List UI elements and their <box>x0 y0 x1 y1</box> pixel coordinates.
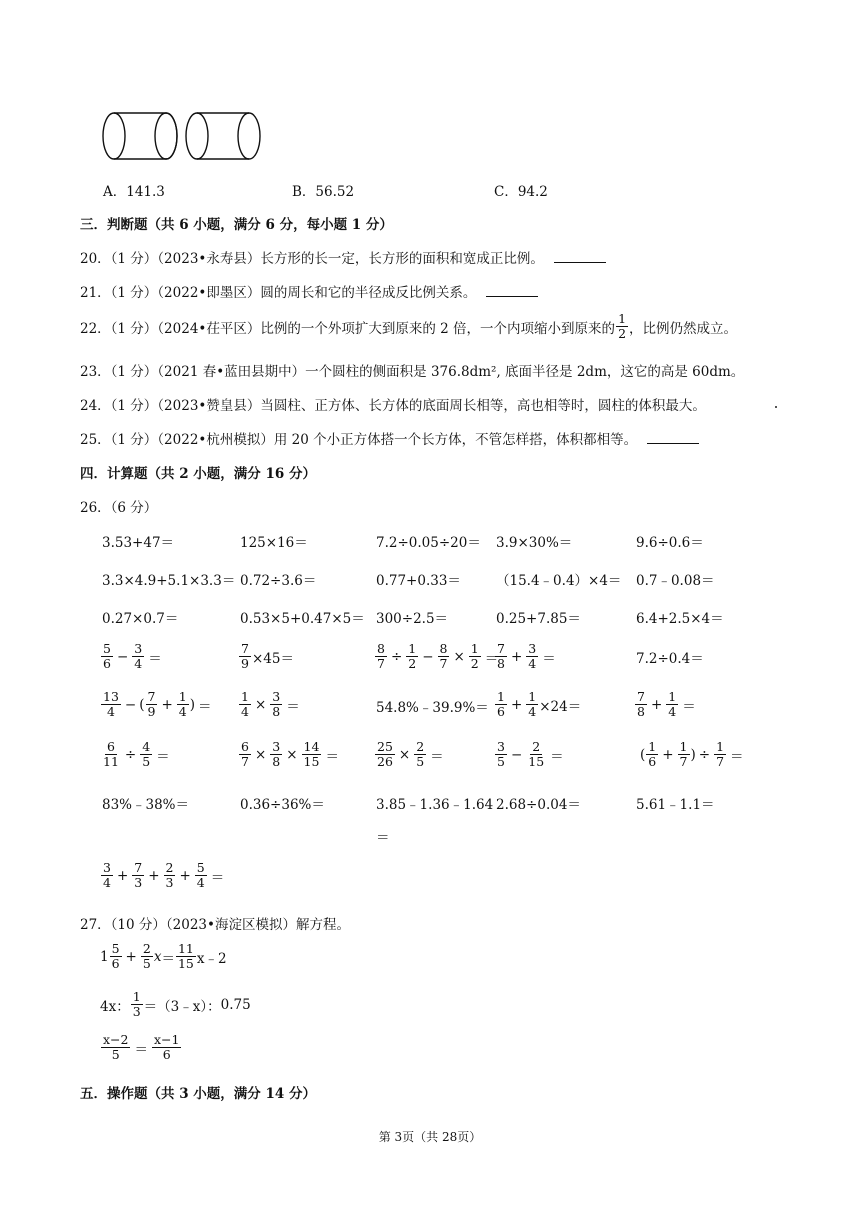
calc-item: 3.85﹣1.36﹣1.64 <box>376 797 494 813</box>
calc-item: 3.53+47＝ <box>102 535 175 551</box>
equation-3: $\frac{x-2}{5}$ ＝ $\frac{x-1}{6}$ <box>103 1032 180 1062</box>
calc-item: 0.72÷3.6＝ <box>240 573 317 589</box>
question-25: 25．（1 分）（2022•杭州模拟）用 20 个小正方体搭一个长方体，不管怎样搭，体积都相等。 <box>80 428 699 448</box>
page-footer: 第 3页（共 28页） <box>378 1130 482 1144</box>
calc-item: $\frac{1}{4}$ × $\frac{3}{8}$ ＝ <box>241 689 300 719</box>
calc-item: 0.53×5+0.47×5＝ <box>240 611 365 627</box>
calc-item: 3.3×4.9+5.1×3.3＝ <box>102 573 236 589</box>
answer-blank[interactable] <box>647 431 699 444</box>
question-24: 24．（1 分）（2023•赞皇县）当圆柱、正方体、长方体的底面周长相等，高也相等时，圆柱的体积最大。 <box>80 398 706 414</box>
calc-item: $\frac{6}{7}$ × $\frac{3}{8}$ × $\frac{14}{15}$ ＝ <box>241 739 339 769</box>
calc-item: 54.8%﹣39.9%＝ <box>376 700 489 716</box>
question-26: 26．（6 分） <box>80 500 158 516</box>
calc-item: （15.4﹣0.4）×4＝ <box>496 573 622 589</box>
question-21: 21．（1 分）（2022•即墨区）圆的周长和它的半径成反比例关系。 <box>80 281 538 301</box>
calc-item: 0.7﹣0.08＝ <box>636 573 715 589</box>
calc-item: $\frac{7}{9}$ ×45＝ <box>241 641 294 671</box>
calc-item: 2.68÷0.04＝ <box>496 797 581 813</box>
fraction: $\frac{1}{2}$ <box>618 311 627 341</box>
calc-item: $\frac{3}{4}$ + $\frac{7}{3}$ + $\frac{2}{3}$ + $\frac{5}{4}$ ＝ <box>103 860 225 890</box>
answer-blank[interactable] <box>486 284 538 297</box>
section3-title: 三．判断题（共 6 小题，满分 6 分，每小题 1 分） <box>80 217 393 233</box>
calc-item: 125×16＝ <box>240 535 308 551</box>
calc-item: $\frac{1}{6}$ + $\frac{1}{4}$ ×24＝ <box>497 689 582 719</box>
stray-dot <box>775 406 777 408</box>
question-27: 27．（10 分）（2023•海淀区模拟）解方程。 <box>80 917 350 933</box>
calc-item: 300÷2.5＝ <box>376 611 449 627</box>
calc-item: $\frac{25}{26}$ × $\frac{2}{5}$ ＝ <box>377 739 444 769</box>
calc-item: 3.9×30%＝ <box>496 535 573 551</box>
answer-blank[interactable] <box>554 250 606 263</box>
calc-item: $\frac{6}{11}$ ÷ $\frac{4}{5}$ ＝ <box>103 739 170 769</box>
calc-item: 83%﹣38%＝ <box>102 797 190 813</box>
calc-item: 6.4+2.5×4＝ <box>636 611 724 627</box>
calc-item: ( $\frac{1}{6}$ + $\frac{1}{7}$ ) ÷ $\frac{1}{7}$ ＝ <box>640 739 744 769</box>
calc-item: $\frac{7}{8}$ + $\frac{3}{4}$ ＝ <box>497 641 556 671</box>
equation-2: 4x： $\frac{1}{3}$ ＝（3﹣x）： 0.75 <box>100 989 251 1019</box>
option-a: A．141.3 <box>103 184 165 200</box>
calc-item: 0.25+7.85＝ <box>496 611 581 627</box>
section4-title: 四．计算题（共 2 小题，满分 16 分） <box>80 466 316 482</box>
calc-item: 9.6÷0.6＝ <box>636 535 704 551</box>
calc-item: 0.27×0.7＝ <box>102 611 179 627</box>
calc-item: 7.2÷0.05÷20＝ <box>376 535 481 551</box>
question-22: 22．（1 分）（2024•茌平区）比例的一个外项扩大到原来的 2 倍，一个内项缩小到原来的 $\frac{1}{2}$ ，比例仍然成立。 <box>80 311 738 341</box>
equation-1: 1 $\frac{5}{6}$ + $\frac{2}{5}$ x ＝ $\frac{11}{15}$ x﹣2 <box>100 941 227 971</box>
option-b: B．56.52 <box>292 184 355 200</box>
calc-item: $\frac{7}{8}$ + $\frac{1}{4}$ ＝ <box>637 689 696 719</box>
calc-item: 0.36÷36%＝ <box>240 797 325 813</box>
calc-item: $\frac{3}{5}$ − $\frac{2}{15}$ ＝ <box>497 739 564 769</box>
calc-item: 5.61﹣1.1＝ <box>636 797 715 813</box>
calc-item: 7.2÷0.4＝ <box>636 651 704 667</box>
cylinders-figure <box>100 110 268 162</box>
calc-item-equals: ＝ <box>376 830 390 846</box>
section5-title: 五．操作题（共 3 小题，满分 14 分） <box>80 1086 316 1102</box>
question-20: 20．（1 分）（2023•永寿县）长方形的长一定，长方形的面积和宽成正比例。 <box>80 247 606 267</box>
question-23: 23．（1 分）（2021 春•蓝田县期中）一个圆柱的侧面积是 376.8dm², 底面半径是 2dm，这它的高是 60dm。 <box>80 364 745 380</box>
calc-item: $\frac{13}{4}$ − ( $\frac{7}{9}$ + $\frac{1}{4}$ ) ＝ <box>103 689 212 719</box>
calc-item: $\frac{8}{7}$ ÷ $\frac{1}{2}$ − $\frac{8}{7}$ × $\frac{1}{2}$ ＝ <box>377 641 499 671</box>
calc-item: 0.77+0.33＝ <box>376 573 461 589</box>
calc-item: $\frac{5}{6}$ − $\frac{3}{4}$ ＝ <box>103 641 162 671</box>
option-c: C．94.2 <box>494 184 548 200</box>
